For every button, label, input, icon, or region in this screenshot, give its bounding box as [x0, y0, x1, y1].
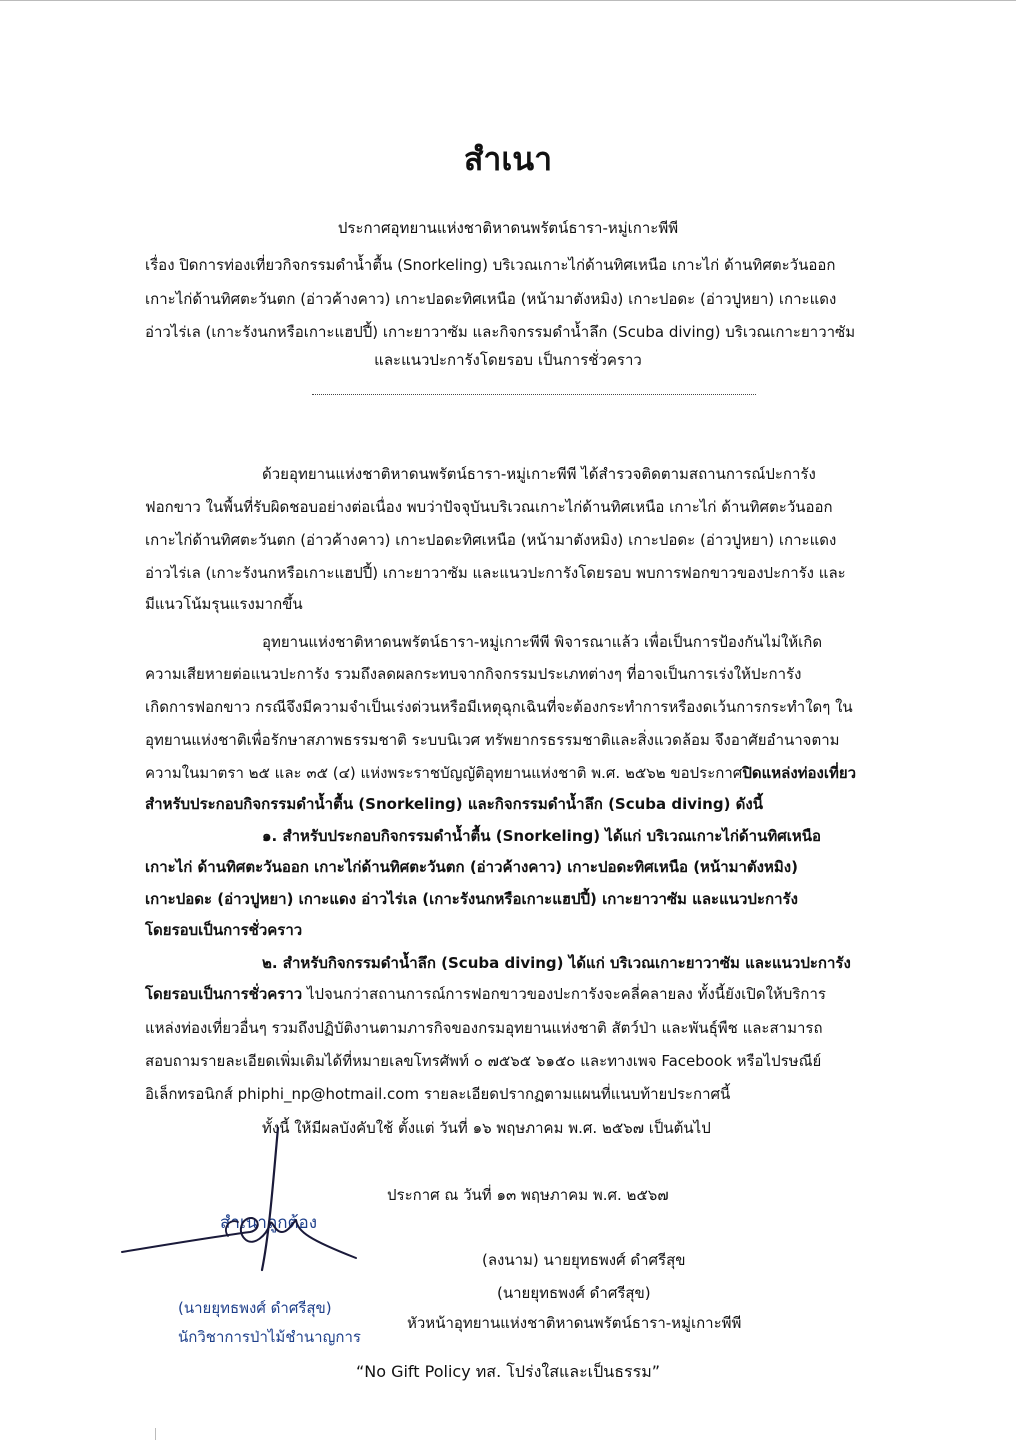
- subject-line: เกาะไก่ด้านทิศตะวันตก (อ่าวค้างคาว) เกาะปอดะทิศเหนือ (หน้ามาตังหมิง) เกาะปอดะ (อ่าวปูหยา) เกาะแดง: [145, 290, 837, 308]
- paragraph2-line: ความเสียหายต่อแนวปะการัง รวมถึงลดผลกระทบจากกิจกรรมประเภทต่างๆ ที่อาจเป็นการเร่งให้ปะการัง: [145, 665, 802, 683]
- item2-line2-bold: โดยรอบเป็นการชั่วคราว: [145, 985, 303, 1003]
- subject-line: เรื่อง ปิดการท่องเที่ยวกิจกรรมดำน้ำตื้น (Snorkeling) บริเวณเกาะไก่ด้านทิศเหนือ เกาะไก่ ด้านทิศตะวันออก: [145, 256, 836, 274]
- paragraph2-line: [145, 763, 856, 783]
- paragraph2-line5-bold: ปิดแหล่งท่องเที่ยว: [742, 764, 857, 782]
- scan-bottom-mark: [155, 1428, 156, 1440]
- item2-line2: [145, 984, 826, 1004]
- dotted-separator: [312, 394, 756, 395]
- subject-line: และแนวปะการังโดยรอบ เป็นการชั่วคราว: [374, 351, 642, 369]
- announcement-date: ประกาศ ณ วันที่ ๑๓ พฤษภาคม พ.ศ. ๒๕๖๗: [387, 1186, 669, 1204]
- handwritten-signature: [110, 1120, 370, 1280]
- paragraph2-line: อุทยานแห่งชาติหาดนพรัตน์ธารา-หมู่เกาะพีพี พิจารณาแล้ว เพื่อเป็นการป้องกันไม่ให้เกิด: [262, 633, 823, 651]
- page-heading: สำเนา: [463, 140, 553, 178]
- footer-slogan: “No Gift Policy ทส. โปร่งใสและเป็นธรรม”: [355, 1362, 661, 1381]
- paragraph2-line: อุทยานแห่งชาติเพื่อรักษาสภาพธรรมชาติ ระบบนิเวศ ทรัพยากรธรรมชาติและสิ่งแวดล้อม จึงอาศัยอำนาจตาม: [145, 731, 840, 749]
- paragraph1-line: อ่าวไร่เล (เกาะรังนกหรือเกาะแฮปปี้) เกาะยาวาซัม และแนวปะการังโดยรอบ พบการฟอกขาวของปะการัง และ: [145, 564, 846, 582]
- paragraph2-line6-bold: สำหรับประกอบกิจกรรมดำน้ำตื้น (Snorkeling) และกิจกรรมดำน้ำลึก (Scuba diving) ดังนี้: [145, 795, 763, 813]
- item2-line2-regular: ไปจนกว่าสถานการณ์การฟอกขาวของปะการังจะคลี่คลายลง ทั้งนี้ยังเปิดให้บริการ: [302, 985, 826, 1003]
- paragraph2-line: เกิดการฟอกขาว กรณีจึงมีความจำเป็นเร่งด่วนหรือมีเหตุฉุกเฉินที่จะต้องกระทำการหรืองดเว้นการกระทำใดๆ ใน: [145, 698, 853, 716]
- effective-date: ทั้งนี้ ให้มีผลบังคับใช้ ตั้งแต่ วันที่ ๑๖ พฤษภาคม พ.ศ. ๒๕๖๗ เป็นต้นไป: [262, 1119, 711, 1137]
- announcement-title: ประกาศอุทยานแห่งชาติหาดนพรัตน์ธารา-หมู่เกาะพีพี: [337, 219, 679, 237]
- item2-line: แหล่งท่องเที่ยวอื่นๆ รวมถึงปฏิบัติงานตามภารกิจของกรมอุทยานแห่งชาติ สัตว์ป่า และพันธุ์พืช และสามารถ: [145, 1019, 823, 1037]
- certified-copy-stamp: สำเนาถูกต้อง: [220, 1213, 318, 1233]
- signature-line: (ลงนาม) นายยุทธพงศ์ ดำศรีสุข: [482, 1251, 686, 1269]
- item1-line: ๑. สำหรับประกอบกิจกรรมดำน้ำตื้น (Snorkeling) ได้แก่ บริเวณเกาะไก่ด้านทิศเหนือ: [262, 827, 822, 845]
- paragraph1-line: มีแนวโน้มรุนแรงมากขึ้น: [145, 595, 303, 613]
- paragraph1-line: เกาะไก่ด้านทิศตะวันตก (อ่าวค้างคาว) เกาะปอดะทิศเหนือ (หน้ามาตังหมิง) เกาะปอดะ (อ่าวปูหยา) เกาะแดง: [145, 531, 837, 549]
- signature-name: (นายยุทธพงศ์ ดำศรีสุข): [497, 1284, 651, 1302]
- item1-line: โดยรอบเป็นการชั่วคราว: [145, 921, 303, 939]
- subject-line: อ่าวไร่เล (เกาะรังนกหรือเกาะแฮปปี้) เกาะยาวาซัม และกิจกรรมดำน้ำลึก (Scuba diving) บริเวณเกาะยาวาซัม: [145, 323, 856, 341]
- item2-line: สอบถามรายละเอียดเพิ่มเติมได้ที่หมายเลขโทรศัพท์ ๐ ๗๕๖๕ ๖๑๕๐ และทางเพจ Facebook หรือไปรษณีย์: [145, 1052, 822, 1070]
- stamp-position: นักวิชาการป่าไม้ชำนาญการ: [178, 1328, 361, 1346]
- paragraph1-line: ฟอกขาว ในพื้นที่รับผิดชอบอย่างต่อเนื่อง พบว่าปัจจุบันบริเวณเกาะไก่ด้านทิศเหนือ เกาะไก่ ด้านทิศตะวันออก: [145, 498, 833, 516]
- item1-line: เกาะไก่ ด้านทิศตะวันออก เกาะไก่ด้านทิศตะวันตก (อ่าวค้างคาว) เกาะปอดะทิศเหนือ (หน้ามาตังหมิง): [145, 858, 798, 876]
- paragraph2-line5-regular: ความในมาตรา ๒๕ และ ๓๕ (๔) แห่งพระราชบัญญัติอุทยานแห่งชาติ พ.ศ. ๒๕๖๒ ขอประกาศ: [145, 764, 743, 782]
- item1-line: เกาะปอดะ (อ่าวปูหยา) เกาะแดง อ่าวไร่เล (เกาะรังนกหรือเกาะแฮปปี้) เกาะยาวาซัม และแนวปะการัง: [145, 890, 798, 908]
- stamp-name: (นายยุทธพงศ์ ดำศรีสุข): [178, 1299, 332, 1317]
- scan-top-edge: [0, 0, 1016, 1]
- item2-line1: ๒. สำหรับกิจกรรมดำน้ำลึก (Scuba diving) ได้แก่ บริเวณเกาะยาวาซัม และแนวปะการัง: [262, 954, 851, 972]
- signature-position: หัวหน้าอุทยานแห่งชาติหาดนพรัตน์ธารา-หมู่เกาะพีพี: [407, 1314, 742, 1332]
- item2-line: อิเล็กทรอนิกส์ phiphi_np@hotmail.com รายละเอียดปรากฏตามแผนที่แนบท้ายประกาศนี้: [145, 1085, 731, 1103]
- paragraph1-line: ด้วยอุทยานแห่งชาติหาดนพรัตน์ธารา-หมู่เกาะพีพี ได้สำรวจติดตามสถานการณ์ปะการัง: [262, 465, 816, 483]
